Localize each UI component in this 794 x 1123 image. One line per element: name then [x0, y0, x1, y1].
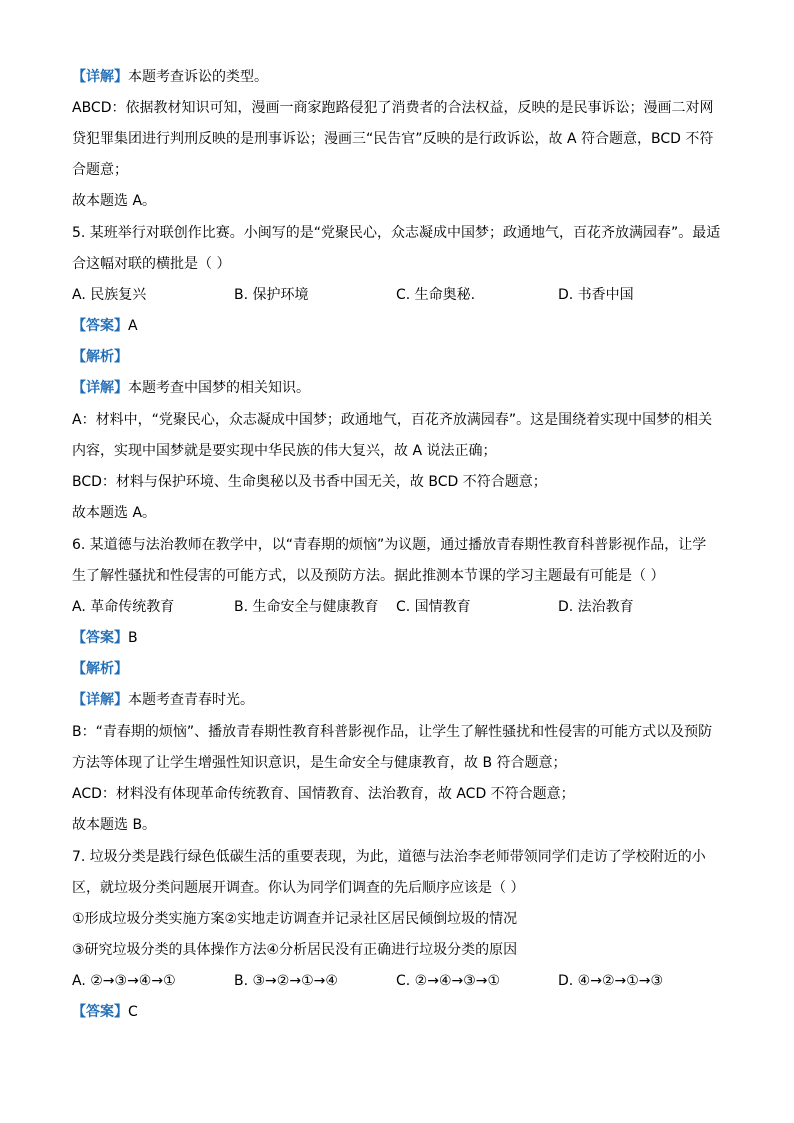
q7-option-b: B. ③→②→①→④ — [234, 973, 338, 989]
q7-option-a: A. ②→③→④→① — [72, 973, 176, 989]
answer-label: 【答案】 — [72, 1004, 128, 1020]
q6-option-c: C. 国情教育 — [396, 599, 471, 615]
q7-answer-line — [72, 1002, 746, 1022]
q6-analysis-line — [72, 659, 746, 679]
q5-explanation-line-1: A：材料中，“党聚民心，众志凝成中国梦；政通地气，百花齐放满园春”。这是围绕着实现中国梦的相关 — [72, 412, 713, 428]
q5-conclusion: 故本题选 A。 — [72, 505, 157, 521]
q5-analysis-line — [72, 347, 746, 367]
q5-option-d: D. 书香中国 — [558, 287, 634, 303]
q4-explanation-line-1: ABCD：依据教材知识可知，漫画一商家跑路侵犯了消费者的合法权益，反映的是民事诉讼；漫画二对网 — [72, 100, 714, 116]
detail-label: 【详解】 — [72, 692, 128, 708]
q6-stem-line-1: 6. 某道德与法治教师在教学中，以“青春期的烦恼”为议题，通过播放青春期性教育科普影视作品，让学 — [72, 537, 707, 553]
q7-item-line-2: ③研究垃圾分类的具体操作方法④分析居民没有正确进行垃圾分类的原因 — [72, 942, 518, 958]
q6-option-b: B. 生命安全与健康教育 — [234, 599, 379, 615]
q5-answer-value: A — [128, 318, 138, 334]
q6-stem-line-2: 生了解性骚扰和性侵害的可能方式，以及预防方法。据此推测本节课的学习主题最有可能是（ ） — [72, 568, 665, 584]
q6-explanation-line-3: ACD：材料没有体现革命传统教育、国情教育、法治教育，故 ACD 不符合题意； — [72, 786, 575, 802]
q7-option-d: D. ④→②→①→③ — [558, 973, 664, 989]
q5-explanation-line-2: 内容，实现中国梦就是要实现中华民族的伟大复兴，故 A 说法正确； — [72, 443, 497, 459]
answer-label: 【答案】 — [72, 318, 128, 334]
q5-stem-line-1: 5. 某班举行对联创作比赛。小闽写的是“党聚民心，众志凝成中国梦；政通地气，百花齐放满园春”。最适 — [72, 225, 721, 241]
q6-answer-value: B — [128, 630, 138, 646]
q5-option-c: C. 生命奥秘. — [396, 287, 476, 303]
q6-conclusion: 故本题选 B。 — [72, 817, 157, 833]
q4-explanation-line-3: 合题意； — [72, 162, 128, 178]
q7-answer-value: C — [128, 1004, 138, 1020]
answer-label: 【答案】 — [72, 630, 128, 646]
q6-explanation-line-2: 方法等体现了让学生增强性知识意识，是生命安全与健康教育，故 B 符合题意； — [72, 755, 567, 771]
q5-option-a: A. 民族复兴 — [72, 287, 147, 303]
q5-option-b: B. 保护环境 — [234, 287, 309, 303]
detail-label: 【详解】 — [72, 380, 128, 396]
analysis-label: 【解析】 — [72, 349, 128, 365]
analysis-label: 【解析】 — [72, 661, 128, 677]
q6-detail-line — [72, 690, 746, 710]
detail-label: 【详解】 — [72, 69, 128, 85]
q4-explanation-line-2: 贷犯罪集团进行判刑反映的是刑事诉讼；漫画三“民告官”反映的是行政诉讼，故 A 符合题意，BCD 不符 — [72, 131, 714, 147]
q7-item-line-1: ①形成垃圾分类实施方案②实地走访调查并记录社区居民倾倒垃圾的情况 — [72, 911, 518, 927]
q6-explanation-line-1: B：“青春期的烦恼”、播放青春期性教育科普影视作品，让学生了解性骚扰和性侵害的可能方式以及预防 — [72, 724, 713, 740]
q6-option-d: D. 法治教育 — [558, 599, 634, 615]
q4-detail-line — [72, 67, 746, 87]
q5-explanation-line-3: BCD：材料与保护环境、生命奥秘以及书香中国无关，故 BCD 不符合题意； — [72, 474, 547, 490]
q4-conclusion: 故本题选 A。 — [72, 193, 157, 209]
q5-detail-line — [72, 378, 746, 398]
q6-detail-text: 本题考查青春时光。 — [128, 692, 254, 708]
q6-option-a: A. 革命传统教育 — [72, 599, 175, 615]
q5-options — [72, 285, 746, 305]
q7-option-c: C. ②→④→③→① — [396, 973, 501, 989]
q5-stem-line-2: 合这幅对联的横批是（ ） — [72, 256, 231, 272]
q7-stem-line-2: 区，就垃圾分类问题展开调查。你认为同学们调查的先后顺序应该是（ ） — [72, 880, 525, 896]
q6-options — [72, 597, 746, 617]
q6-answer-line — [72, 628, 746, 648]
q5-answer-line — [72, 316, 746, 336]
q5-detail-text: 本题考查中国梦的相关知识。 — [128, 380, 310, 396]
q7-options — [72, 971, 746, 991]
q4-detail-text: 本题考查诉讼的类型。 — [128, 69, 268, 85]
q7-stem-line-1: 7. 垃圾分类是践行绿色低碳生活的重要表现，为此，道德与法治李老师带领同学们走访了学校附近的小 — [72, 849, 706, 865]
